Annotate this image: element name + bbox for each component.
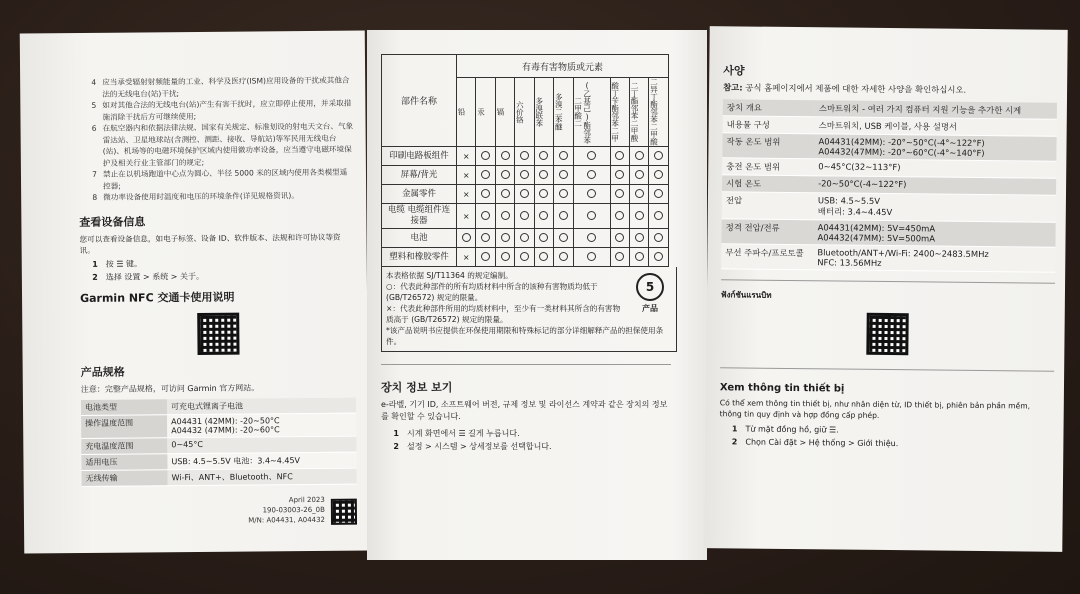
hz-cell — [630, 204, 649, 229]
spec-value: 可充电式锂离子电池 — [167, 397, 356, 414]
hz-part-name: 印刷电路板组件 — [382, 147, 457, 166]
hz-part-name: 电池 — [382, 229, 457, 248]
circle-mark-icon — [501, 151, 510, 160]
cross-mark-icon: × — [462, 170, 470, 180]
hz-cell — [457, 229, 476, 248]
hz-cell — [630, 185, 649, 204]
spec-value: 스마트워치 - 여러 가지 컴퓨터 지원 기능을 추가한 시계 — [815, 100, 1057, 119]
circle-mark-icon — [520, 151, 529, 160]
step-number: 1 — [731, 424, 738, 434]
device-info-steps — [80, 255, 355, 283]
eco-period-icon: 5 — [636, 273, 664, 301]
hz-cell — [554, 185, 573, 204]
spec-value: USB: 4.5~5.5V 배터리: 3.4~4.45V — [814, 193, 1056, 223]
circle-mark-icon — [539, 233, 548, 242]
footer-model-number: M/N: A04431, A04432 — [248, 515, 326, 525]
leaflet-panel-right — [704, 26, 1067, 552]
circle-mark-icon — [539, 252, 548, 261]
legal-item-number: 4 — [91, 77, 97, 87]
circle-mark-icon — [559, 189, 568, 198]
spec-key: 장치 개요 — [723, 99, 815, 116]
circle-mark-icon — [615, 189, 624, 198]
hz-column-header — [476, 78, 495, 147]
circle-mark-icon — [501, 170, 510, 179]
cross-mark-icon: × — [462, 252, 470, 262]
hz-cell — [495, 166, 514, 185]
spec-value: USB: 4.5~5.5V 电池：3.4~4.45V — [167, 452, 356, 470]
spec-key: 充电温度范围 — [81, 437, 167, 454]
circle-mark-icon — [587, 189, 596, 198]
circle-mark-icon — [559, 233, 568, 242]
circle-mark-icon — [481, 170, 490, 179]
hz-cell — [573, 166, 610, 185]
hz-cell — [476, 185, 495, 204]
spec-value: A04431(42MM): -20°~50°C(-4°~122°F) A04432(47MM): -20°~60°C(-4°~140°F) — [814, 134, 1056, 162]
right-qr-code — [720, 311, 1054, 356]
hz-cell — [515, 147, 534, 166]
step-number: 1 — [393, 429, 399, 438]
spec-value: Bluetooth/ANT+/Wi-Fi: 2400~2483.5MHz NFC: 13.56MHz — [813, 245, 1055, 273]
footer-date: April 2023 — [288, 495, 325, 504]
step-text: 설정 > 시스템 > 상세정보를 선택합니다. — [407, 442, 552, 451]
hz-cell — [515, 185, 534, 204]
hz-title: 有毒有害物质或元素 — [457, 55, 669, 78]
legal-item-text: 在航空器内和依据法律法规、国家有关规定、标准划设的射电天文台、气象雷达站、卫星地球站(含测控、测距、接收、导航站)等军民用无线电台(站)、机场等的电磁环境保护区域内使用微功率设备，应当遵守电磁环境保护及相关行业主管部门的规定; — [102, 121, 354, 168]
spec-value: 스마트워치, USB 케이블, 사용 설명서 — [815, 117, 1057, 137]
hz-cell — [573, 147, 610, 166]
step-number: 2 — [92, 272, 98, 282]
hz-cell — [630, 166, 649, 185]
step-text: 选择 设置 > 系统 > 关于。 — [105, 271, 205, 282]
eco-period-mark — [636, 273, 664, 314]
hz-cell — [515, 204, 534, 229]
circle-mark-icon — [520, 189, 529, 198]
legal-item — [79, 167, 354, 192]
circle-mark-icon — [539, 189, 548, 198]
circle-mark-icon — [559, 170, 568, 179]
hz-cell — [495, 185, 514, 204]
circle-mark-icon — [539, 151, 548, 160]
circle-mark-icon — [587, 211, 596, 220]
legal-item — [79, 190, 354, 204]
legal-item — [78, 75, 353, 100]
hz-part-header: 部件名称 — [382, 55, 457, 147]
hz-cell — [476, 204, 495, 229]
circle-mark-icon — [501, 233, 510, 242]
hz-cell — [573, 185, 610, 204]
circle-mark-icon — [635, 211, 644, 220]
hz-column-header — [495, 78, 514, 147]
hz-column-label: 六价铬 — [515, 100, 525, 124]
spec-key: 시험 온도 — [722, 175, 814, 193]
legal-conditions-list — [78, 75, 354, 204]
hz-cell — [554, 204, 573, 229]
circle-mark-icon — [462, 233, 471, 242]
device-info-heading: 查看设备信息 — [79, 214, 146, 229]
nfc-heading: Garmin NFC 交通卡使用说明 — [79, 290, 235, 305]
spec-key: 전압 — [722, 192, 814, 220]
hz-column-label: 镉 — [495, 108, 505, 116]
hz-row — [382, 229, 669, 248]
hz-note-x: ×：代表此种部件所用的均质材料中，至少有一类材料其所含的有害物质高于 (GB/T26572) 规定的限量。 — [386, 304, 621, 324]
hz-note: 本表格依据 SJ/T11364 的规定编制。 — [386, 271, 513, 280]
legal-item-text: 如对其他合法的无线电台(站)产生有害干扰时，应立即停止使用，并采取措施消除干扰后方可继续使用; — [102, 98, 352, 122]
hz-cell — [515, 229, 534, 248]
hz-cell — [649, 229, 669, 248]
hz-cell — [476, 229, 495, 248]
circle-mark-icon — [587, 151, 596, 160]
circle-mark-icon — [587, 252, 596, 261]
circle-mark-icon — [654, 151, 663, 160]
spec-value: 0~45°C — [167, 436, 356, 454]
legal-item-number: 5 — [91, 100, 97, 110]
hz-column-header — [457, 78, 476, 147]
hz-part-name: 塑料和橡胶零件 — [382, 248, 457, 267]
hz-cell — [610, 185, 629, 204]
ko-spec-heading: 사양 — [723, 64, 745, 78]
hz-cell — [534, 204, 553, 229]
circle-mark-icon — [635, 151, 644, 160]
circle-mark-icon — [559, 211, 568, 220]
hz-column-header — [573, 78, 610, 147]
spec-key: 정격 전압/전류 — [721, 219, 813, 245]
hz-cell — [630, 248, 649, 267]
hz-row — [382, 166, 669, 185]
circle-mark-icon — [654, 233, 663, 242]
spec-row — [721, 244, 1055, 272]
hz-column-label: 多溴联苯 — [534, 97, 544, 127]
hz-cell — [554, 166, 573, 185]
thai-heading: ฟังก์ชันแรนบิท — [720, 290, 772, 300]
hz-cell — [476, 248, 495, 267]
step-item — [381, 440, 671, 453]
hz-cell — [457, 166, 476, 185]
hz-cell — [495, 147, 514, 166]
nfc-qr-code — [80, 311, 355, 355]
hz-cell — [554, 229, 573, 248]
vi-device-info-body: Có thể xem thông tin thiết bị, như nhân diện từ, ID thiết bị, phiên bản phần mềm, thông tin quy định và hợp đồng cấp phép. — [719, 398, 1031, 420]
spec-row — [721, 219, 1055, 247]
spec-key: 충전 온도 범위 — [722, 158, 814, 176]
circle-mark-icon — [501, 189, 510, 198]
ko-steps — [381, 427, 671, 453]
hz-cell — [515, 248, 534, 267]
hz-column-label: (乙基己)酯邻苯二甲酸二 — [573, 80, 592, 144]
vi-device-info-heading: Xem thông tin thiết bị — [719, 382, 845, 395]
circle-mark-icon — [559, 151, 568, 160]
spec-value: -20~50°C(-4~122°F) — [814, 176, 1056, 196]
hz-cell — [457, 147, 476, 166]
hz-column-header — [610, 78, 629, 147]
leaflet-panel-left — [20, 31, 370, 554]
ko-spec-table — [721, 99, 1057, 272]
hz-part-name: 电缆 电缆组件连接器 — [382, 204, 457, 229]
cross-mark-icon: × — [462, 211, 470, 221]
circle-mark-icon — [654, 211, 663, 220]
hz-cell — [554, 248, 573, 267]
hz-column-header — [554, 78, 573, 147]
spec-row — [81, 413, 356, 438]
circle-mark-icon — [481, 151, 490, 160]
hz-row — [382, 248, 669, 267]
hz-cell — [573, 204, 610, 229]
hz-cell — [610, 229, 629, 248]
hz-cell — [534, 229, 553, 248]
spec-table — [81, 397, 357, 486]
spec-value: Wi-Fi、ANT+、Bluetooth、NFC — [168, 468, 357, 486]
hz-column-label: 汞 — [476, 108, 486, 116]
circle-mark-icon — [654, 170, 663, 179]
hz-cell — [457, 248, 476, 267]
hz-column-label: 铅 — [457, 108, 466, 116]
vi-steps — [719, 422, 1053, 451]
eco-period-label: 产品 — [642, 304, 658, 313]
spec-key: 电池类型 — [81, 399, 167, 415]
circle-mark-icon — [481, 252, 490, 261]
hz-cell — [534, 166, 553, 185]
step-text: 시계 화면에서 ☰ 길게 누릅니다. — [407, 429, 520, 438]
spec-value: A04431(42MM): 5V=450mA A04432(47MM): 5V=500mA — [813, 220, 1055, 248]
circle-mark-icon — [615, 151, 624, 160]
step-item — [80, 268, 355, 283]
cross-mark-icon: × — [462, 189, 470, 199]
hz-cell — [534, 248, 553, 267]
hz-column-header — [649, 78, 669, 147]
hz-part-name: 屏幕/背光 — [382, 166, 457, 185]
circle-mark-icon — [520, 211, 529, 220]
hz-column-header — [515, 78, 534, 147]
circle-mark-icon — [520, 170, 529, 179]
hz-cell — [610, 147, 629, 166]
legal-item-text: 微功率设备使用时温度和电压的环境条件(详见规格资讯)。 — [103, 191, 299, 202]
circle-mark-icon — [481, 211, 490, 220]
circle-mark-icon — [654, 189, 663, 198]
footer-qr-code — [331, 498, 357, 524]
hz-cell — [649, 185, 669, 204]
legal-item-text: 禁止在以机场跑道中心点为圆心、半径 5000 米的区域内使用各类模型遥控器; — [102, 167, 348, 191]
spec-note: 注意：完整产品规格，可访问 Garmin 官方网站。 — [80, 382, 260, 394]
hz-column-header — [630, 78, 649, 147]
hz-cell — [495, 229, 514, 248]
circle-mark-icon — [615, 252, 624, 261]
hz-cell — [573, 229, 610, 248]
hz-cell — [649, 166, 669, 185]
hz-column-header — [534, 78, 553, 147]
circle-mark-icon — [635, 170, 644, 179]
ko-spec-note: 참고: 공식 홈페이지에서 제품에 대한 자세한 사양을 확인하십시오. — [723, 82, 967, 95]
circle-mark-icon — [635, 189, 644, 198]
hz-cell — [495, 204, 514, 229]
legal-item-text: 应当承受辐射射频能量的工业、科学及医疗(ISM)应用设备的干扰或其他合法的无线电台(站)干扰; — [102, 75, 350, 99]
step-number: 2 — [393, 442, 399, 451]
step-item — [381, 427, 671, 440]
circle-mark-icon — [615, 170, 624, 179]
device-info-body: 您可以查看设备信息，如电子标签、设备 ID、软件版本、法规和许可协议等资讯。 — [79, 232, 341, 255]
spec-row — [82, 468, 357, 486]
hz-cell — [457, 185, 476, 204]
spec-key: 无线传输 — [82, 469, 168, 486]
hazardous-substance-table — [381, 54, 669, 267]
spec-key: 操作温度范围 — [81, 414, 167, 438]
hz-cell — [534, 147, 553, 166]
circle-mark-icon — [615, 211, 624, 220]
circle-mark-icon — [481, 189, 490, 198]
step-text: Từ mặt đồng hồ, giữ ☰. — [745, 424, 839, 435]
leaflet-panel-middle — [367, 30, 707, 560]
hz-column-label: 多溴二苯醚 — [554, 93, 564, 131]
ko-device-info-heading: 장치 정보 보기 — [381, 381, 453, 394]
circle-mark-icon — [520, 252, 529, 261]
hz-cell — [610, 248, 629, 267]
hz-cell — [476, 166, 495, 185]
hz-cell — [515, 166, 534, 185]
hz-column-label: 二丁酯邻苯二甲酸 — [630, 82, 640, 142]
footer-part-number: 190-03003-26_0B — [262, 505, 325, 514]
circle-mark-icon — [615, 233, 624, 242]
hz-note-o: ○：代表此种部件的所有均质材料中所含的该种有害物质均低于 (GB/T26572) 规定的限量。 — [386, 282, 598, 302]
spec-value: A04431 (42MM): -20~50°C A04432 (47MM): -20~60°C — [167, 413, 356, 438]
circle-mark-icon — [559, 252, 568, 261]
hz-cell — [457, 204, 476, 229]
hz-cell — [649, 147, 669, 166]
spec-key: 适用电压 — [81, 453, 167, 470]
spec-key: 내용물 구성 — [723, 116, 815, 134]
ko-device-info-body: e-라벨, 기기 ID, 소프트웨어 버전, 규제 정보 및 라이선스 계약과 같은 장치의 정보를 확인할 수 있습니다. — [381, 400, 668, 421]
hz-cell — [573, 248, 610, 267]
step-text: Chọn Cài đặt > Hệ thống > Giới thiệu. — [745, 437, 899, 449]
legal-item — [79, 121, 354, 169]
cross-mark-icon: × — [462, 151, 470, 161]
circle-mark-icon — [520, 233, 529, 242]
circle-mark-icon — [635, 233, 644, 242]
spec-value: 0~45°C(32~113°F) — [814, 159, 1056, 179]
hz-cell — [495, 248, 514, 267]
hz-cell — [630, 229, 649, 248]
hz-row — [382, 185, 669, 204]
hz-column-label: 酸丁苄酯邻苯二甲 — [610, 82, 620, 142]
step-number: 2 — [731, 437, 738, 447]
circle-mark-icon — [587, 170, 596, 179]
hz-cell — [554, 147, 573, 166]
hz-note-star: *该产品说明书应提供在环保使用期限和特殊标记的部分详细解释产品的担保使用条件。 — [386, 326, 664, 346]
spec-key: 작동 온도 범위 — [722, 133, 814, 159]
circle-mark-icon — [539, 170, 548, 179]
legal-item-number: 8 — [92, 192, 98, 202]
circle-mark-icon — [539, 211, 548, 220]
step-item — [719, 435, 1053, 451]
circle-mark-icon — [501, 211, 510, 220]
legal-item — [78, 98, 353, 123]
circle-mark-icon — [501, 252, 510, 261]
legal-item-number: 6 — [91, 123, 97, 133]
spec-row — [722, 133, 1056, 161]
hz-cell — [610, 204, 629, 229]
spec-heading: 产品规格 — [80, 365, 125, 379]
hz-cell — [649, 204, 669, 229]
hz-part-name: 金属零件 — [382, 185, 457, 204]
step-text: 按 ☰ 键。 — [105, 258, 143, 269]
spec-key: 무선 주파수/프로토콜 — [721, 244, 813, 270]
hz-cell — [610, 166, 629, 185]
circle-mark-icon — [654, 252, 663, 261]
hz-row — [382, 147, 669, 166]
circle-mark-icon — [635, 252, 644, 261]
hz-cell — [630, 147, 649, 166]
hz-cell — [476, 147, 495, 166]
hz-column-label: 二异丁酯邻苯二甲酸 — [649, 78, 659, 146]
circle-mark-icon — [587, 233, 596, 242]
circle-mark-icon — [481, 233, 490, 242]
hz-cell — [534, 185, 553, 204]
hz-cell — [649, 248, 669, 267]
spec-row — [722, 192, 1056, 222]
step-number: 1 — [92, 259, 98, 269]
legal-item-number: 7 — [92, 169, 98, 179]
hz-row — [382, 204, 669, 229]
